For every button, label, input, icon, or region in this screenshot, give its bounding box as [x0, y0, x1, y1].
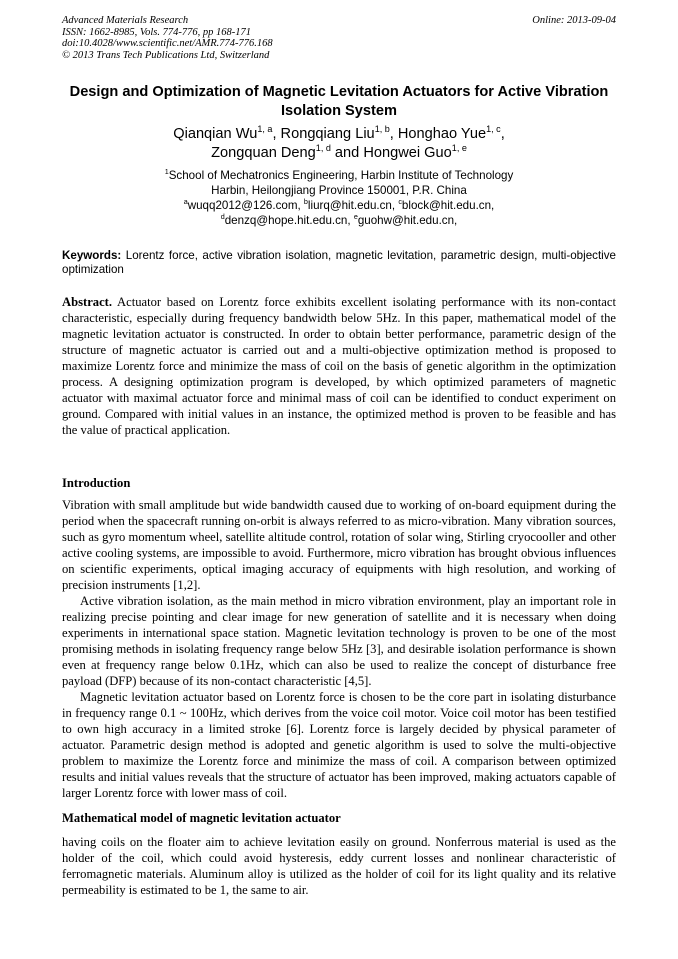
author-separator: , — [389, 126, 398, 142]
email-line-1 — [62, 198, 616, 213]
author-name: Hongwei Guo — [363, 145, 452, 161]
author-affil-mark: 1, b — [374, 124, 390, 135]
journal-header — [62, 15, 616, 61]
journal-name: Advanced Materials Research — [62, 15, 189, 26]
author-list — [62, 125, 616, 163]
keywords-text: Lorentz force, active vibration isolation, magnetic levitation, parametric design, multi-objective optimization — [62, 249, 616, 276]
author-name: Qianqian Wu — [173, 126, 258, 142]
introduction-body — [62, 497, 616, 801]
abstract — [62, 294, 616, 438]
author-name: Zongquan Deng — [211, 145, 316, 161]
email-mark: e — [353, 212, 358, 222]
online-date: Online: 2013-09-04 — [532, 15, 616, 26]
doi-line: doi:10.4028/www.scientific.net/AMR.774-776.168 — [62, 38, 273, 50]
author-affil-mark: 1, c — [486, 124, 501, 135]
author-separator: and — [330, 145, 364, 161]
affiliation-address: Harbin, Heilongjiang Province 150001, P.R. China — [211, 184, 467, 197]
author-affil-mark: 1, a — [257, 124, 273, 135]
author-separator: , — [500, 126, 505, 142]
affiliation-institute: School of Mechatronics Engineering, Harbin Institute of Technology — [168, 169, 514, 182]
math-model-body — [62, 834, 616, 898]
email-line-2 — [62, 213, 616, 228]
section-heading-math-model: Mathematical model of magnetic levitation actuator — [62, 811, 341, 825]
paragraph: having coils on the floater aim to achieve levitation easily on ground. Nonferrous material is used as the holder of the coil, which could avoid hysteresis, eddy current losses and nonlinear characteristic of ferromagnetic materials. Aluminum alloy is utilized as the holder of coil for its light quality and its relative permeability is estimated to be 1, the same to air. — [62, 835, 616, 897]
email-address: denzq@hope.hit.edu.cn, — [224, 214, 354, 227]
email-address: guohw@hit.edu.cn, — [357, 214, 458, 227]
keywords-label: Keywords: — [62, 249, 122, 262]
author-affil-mark: 1, e — [451, 143, 467, 154]
paragraph: Active vibration isolation, as the main method in micro vibration environment, play an important role in realizing precise pointing and clear image for new generation of satellite and it is necessary when doing experiments in international space station. Magnetic levitation technology is proven to be one of the most promising methods in isolating frequency range below 5Hz [3], and desirable isolation performance is shown even at frequency range below 0.1Hz, which can also be used to realize the concept of disturbance free payload (DFP) because of its non-contact characteristic [4,5]. — [62, 594, 616, 688]
abstract-label: Abstract. — [62, 295, 113, 309]
abstract-text: Actuator based on Lorentz force exhibits excellent isolating performance with its non-contact characteristic, especially during frequency bandwidth below 5Hz. In this paper, mathematical model of the magnetic levitation actuator is constructed. In order to obtain better performance, parametric design of the structure of magnetic actuator is carried out and a multi-objective optimization method is proposed to maximize Lorentz force and minimize the mass of coil on the basis of genetic algorithm in the optimization process. A designing optimization program is developed, by which optimized parameters of magnetic actuator with maximal actuator force and minimal mass of coil can be identified to conduct experiment on ground. Compared with initial values in an instance, the optimized method is proven to be feasible and has the value of practical application. — [62, 295, 616, 437]
paragraph: Vibration with small amplitude but wide bandwidth caused due to working of on-board equipment during the period when the spacecraft running on-orbit is always referred to as micro-vibration. Many vibration sources, such as gyro momentum wheel, satellite altitude control, rotation of solar wing, Stirling cryocooller and other active cooling systems, are impossible to avoid. Furthermore, micro vibration has brought obvious influences on scientific experiments, optical imaging accuracy of equipments with high resolution, and working of precision instruments [1,2]. — [62, 498, 616, 592]
affil-mark: 1 — [164, 167, 169, 177]
email-mark: b — [303, 197, 308, 207]
keywords — [62, 249, 616, 277]
paper-title: Design and Optimization of Magnetic Levitation Actuators for Active Vibration Isolation System — [69, 84, 609, 119]
email-mark: a — [183, 197, 188, 207]
issn-line: ISSN: 1662-8985, Vols. 774-776, pp 168-171 — [62, 26, 251, 38]
copyright-line: © 2013 Trans Tech Publications Ltd, Switzerland — [62, 49, 270, 61]
email-mark: d — [220, 212, 225, 222]
email-address: wuqq2012@126.com, — [187, 199, 304, 212]
author-separator: , — [272, 126, 281, 142]
author-affil-mark: 1, d — [315, 143, 331, 154]
affiliation-line — [62, 168, 616, 183]
paragraph: Magnetic levitation actuator based on Lorentz force is chosen to be the core part in isolating disturbance in frequency range 0.1 ~ 100Hz, which derives from the voice coil motor. Voice coil motor has been testified to own high accuracy in a limited stroke [6]. Lorentz force is largely decided by physical parameter of actuator. Parametric design method is adopted and genetic algorithm is used to solve the multi-objective problem to maximize the Lorentz force and minimize the mass of coil. A comparison between optimized results and initial values reveals that the structure of actuator has been improved, making actuators capable of larger Lorentz force with lower mass of coil. — [62, 690, 616, 800]
email-address: liurq@hit.edu.cn, — [307, 199, 399, 212]
section-heading-introduction: Introduction — [62, 476, 131, 490]
affiliation-block — [62, 168, 616, 228]
author-name: Rongqiang Liu — [280, 126, 375, 142]
email-mark: c — [398, 197, 402, 207]
email-address: block@hit.edu.cn, — [401, 199, 495, 212]
author-name: Honghao Yue — [397, 126, 487, 142]
